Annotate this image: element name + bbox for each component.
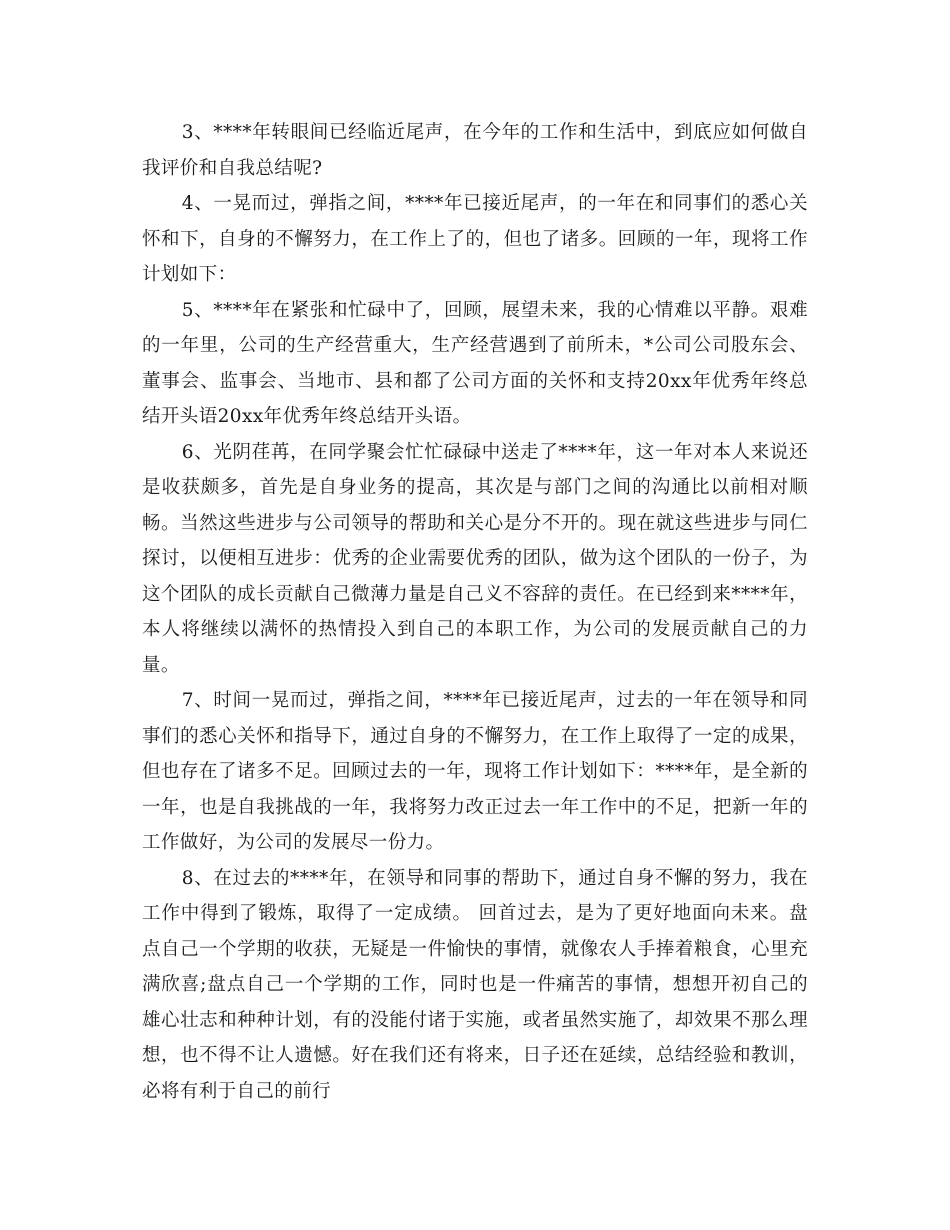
paragraph-3: 3、****年转眼间已经临近尾声，在今年的工作和生活中，到底应如何做自我评价和自我总结呢? xyxy=(142,122,808,179)
paragraph-6: 6、光阴荏苒，在同学聚会忙忙碌碌中送走了****年，这一年对本人来说还是收获颇多，首先是自身业务的提高，其次是与部门之间的沟通比以前相对顺畅。当然这些进步与公司领导的帮助和关心是分不开的。现在就这些进步与同仁探讨，以便相互进步：优秀的企业需要优秀的团队，做为这个团队的一份子，为这个团队的成长贡献自己微薄力量是自己义不容辞的责任。在已经到来****年，本人将继续以满怀的热情投入到自己的本职工作，为公司的发展贡献自己的力量。 xyxy=(142,441,808,676)
paragraph-8: 8、在过去的****年，在领导和同事的帮助下，通过自身不懈的努力，我在工作中得到了锻炼，取得了一定成绩。 回首过去，是为了更好地面向未来。盘点自己一个学期的收获，无疑是一件愉快的事情，就像农人手捧着粮食，心里充满欣喜;盘点自己一个学期的工作，同时也是一件痛苦的事情，想想开初自己的雄心壮志和种种计划，有的没能付诸于实施，或者虽然实施了，却效果不那么理想，也不得不让人遗憾。好在我们还有将来，日子还在延续，总结经验和教训，必将有利于自己的前行 xyxy=(142,867,808,1102)
paragraph-4: 4、一晃而过，弹指之间，****年已接近尾声，的一年在和同事们的悉心关怀和下，自身的不懈努力，在工作上了的，但也了诸多。回顾的一年，现将工作计划如下： xyxy=(142,193,808,285)
paragraph-5: 5、****年在紧张和忙碌中了，回顾，展望未来，我的心情难以平静。艰难的一年里，公司的生产经营重大，生产经营遇到了前所未，*公司公司股东会、董事会、监事会、当地市、县和都了公司方面的关怀和支持20xx年优秀年终总结开头语20xx年优秀年终总结开头语。 xyxy=(142,299,808,427)
document-body xyxy=(142,115,808,1109)
paragraph-7: 7、时间一晃而过，弹指之间，****年已接近尾声，过去的一年在领导和同事们的悉心关怀和指导下，通过自身的不懈努力，在工作上取得了一定的成果，但也存在了诸多不足。回顾过去的一年，现将工作计划如下：****年，是全新的一年，也是自我挑战的一年，我将努力改正过去一年工作中的不足，把新一年的工作做好，为公司的发展尽一份力。 xyxy=(142,690,808,853)
